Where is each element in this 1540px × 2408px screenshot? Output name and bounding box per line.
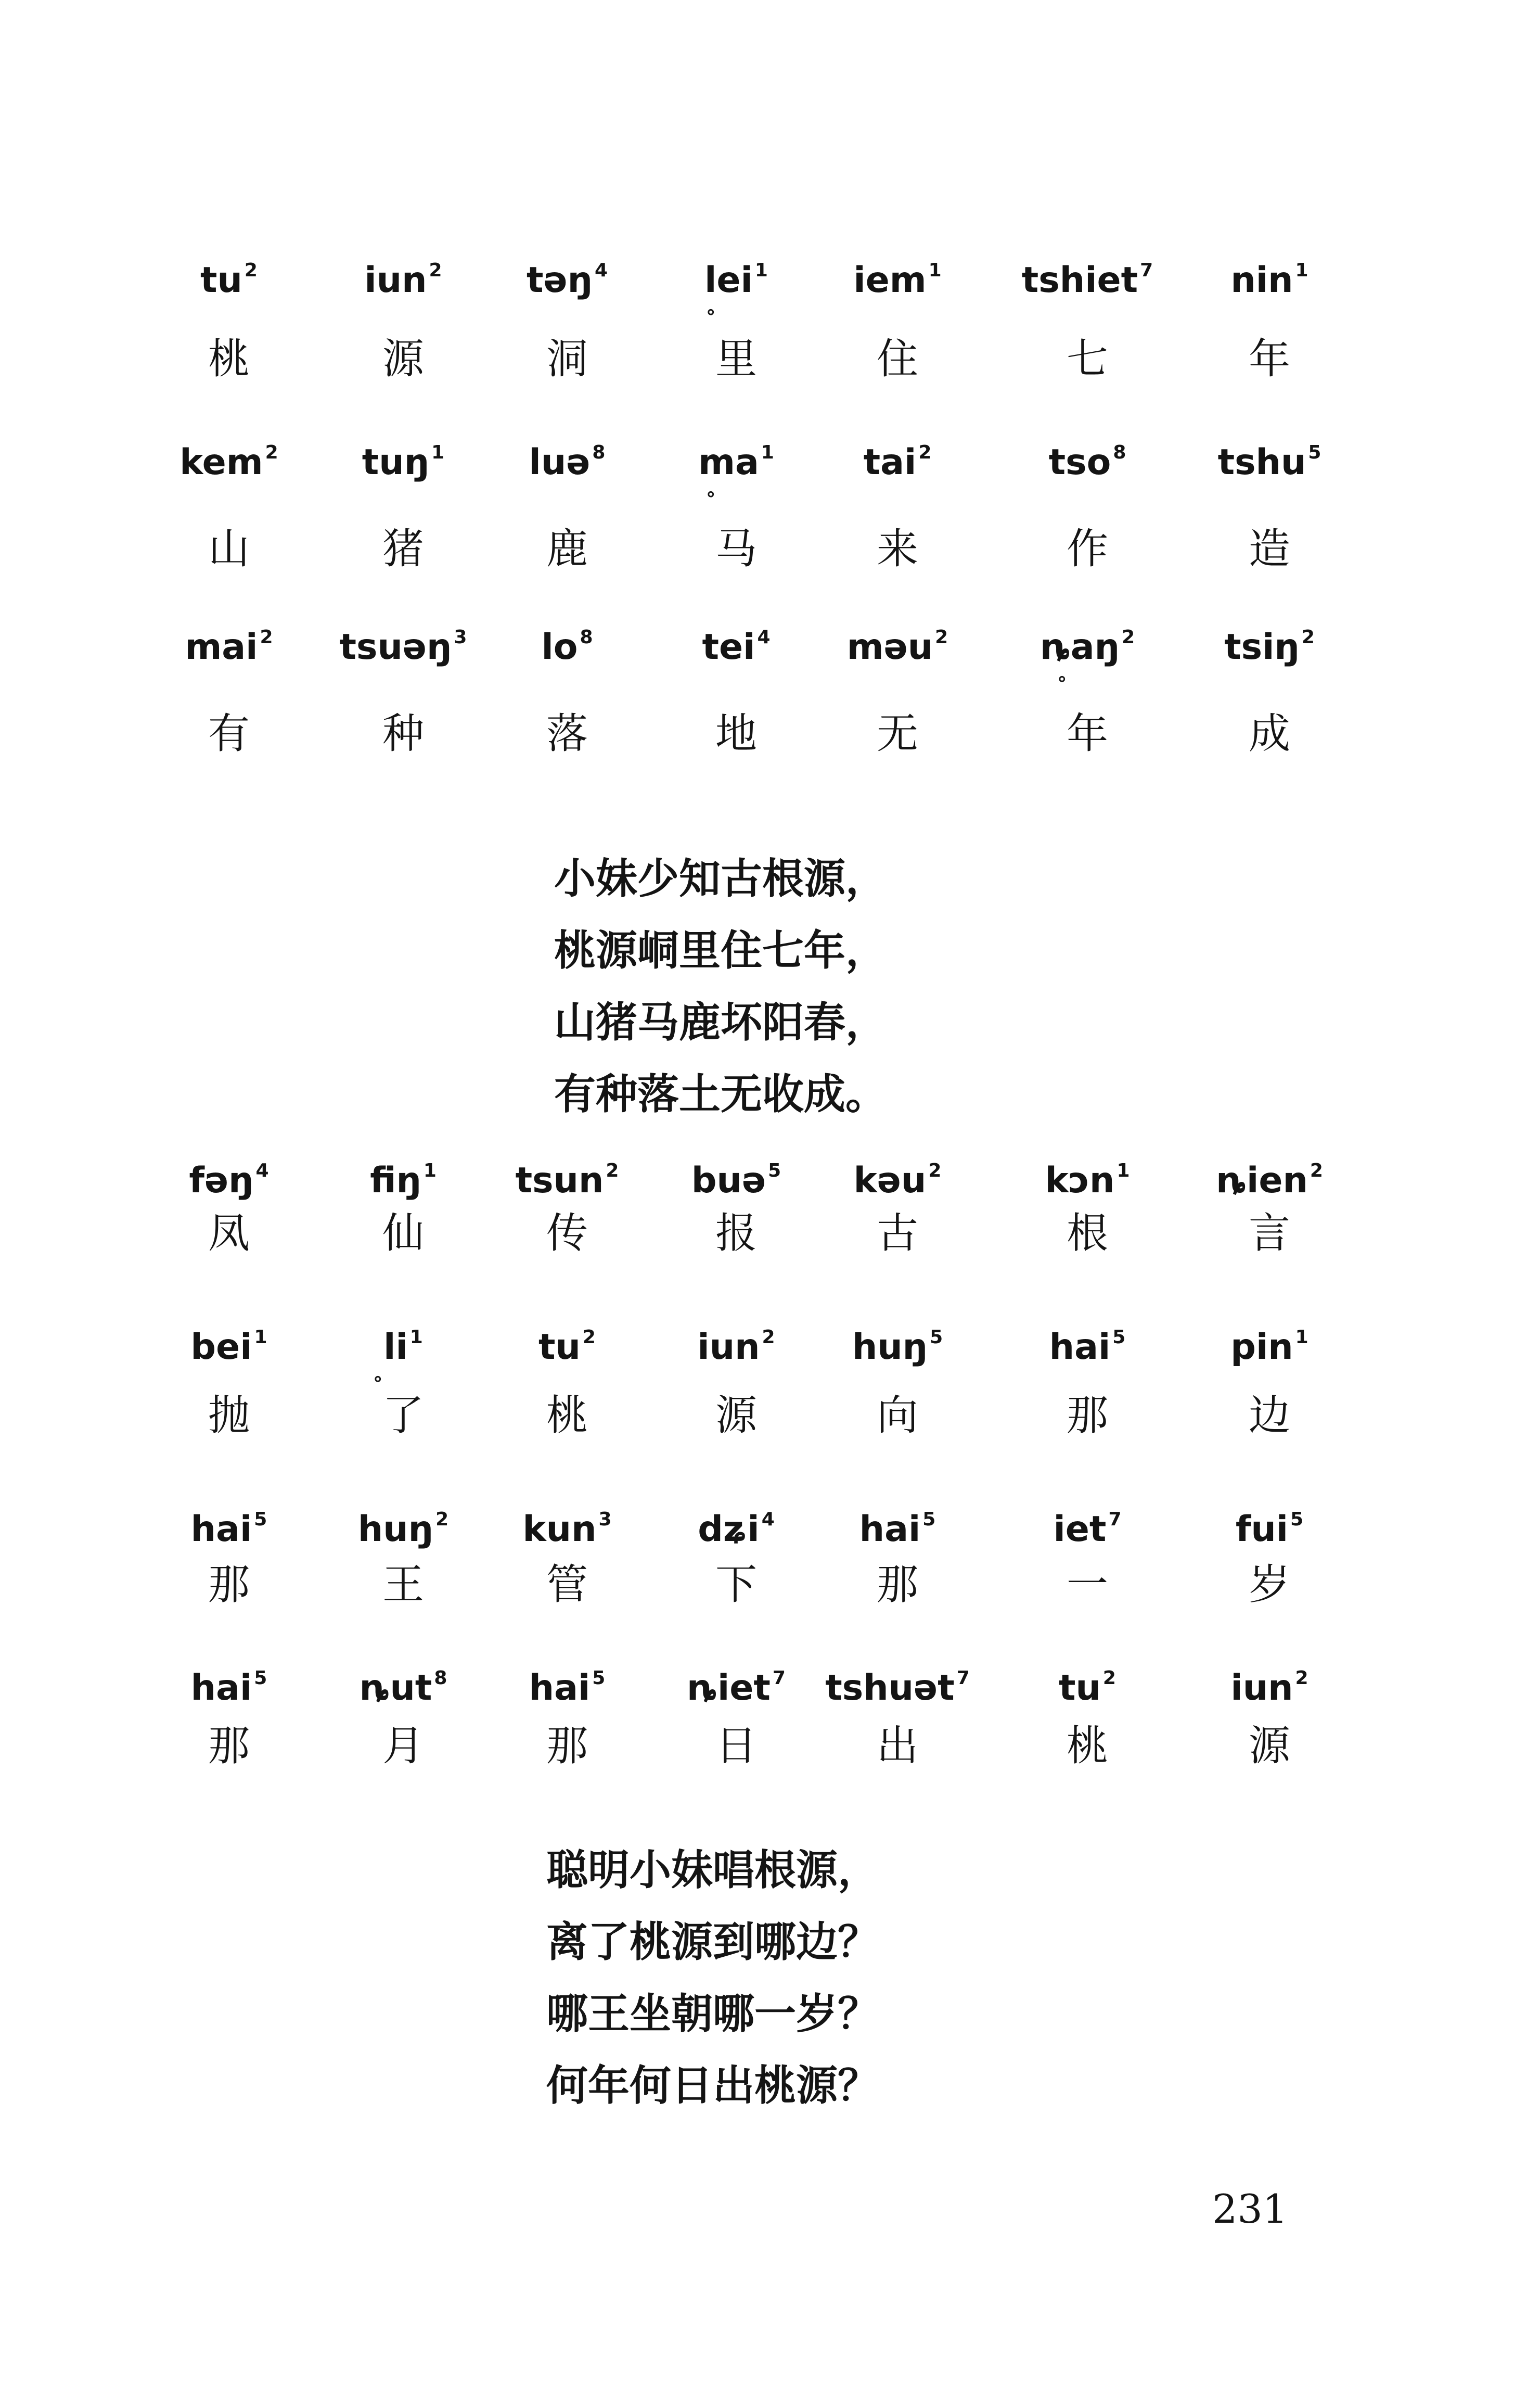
romanization-syllable: [650, 1148, 822, 1204]
tone-number: 2: [935, 627, 948, 648]
chinese-character: 鹿: [546, 525, 588, 573]
tone-number: 7: [1108, 1509, 1122, 1530]
chinese-character: 有: [208, 709, 250, 758]
romanization-syllable: [1184, 1148, 1355, 1204]
syllable-text: tshuət: [825, 1667, 955, 1709]
romanization-syllable: [1184, 1655, 1355, 1712]
tone-number: 5: [254, 1667, 267, 1689]
verse-line: 哪王坐朝哪一岁？: [546, 1990, 879, 2038]
romanization-syllable: [143, 1148, 315, 1204]
tone-number: 2: [1301, 627, 1315, 648]
chinese-character: 落: [546, 709, 588, 758]
romanization-syllable: [1002, 1496, 1173, 1553]
tone-number: 1: [431, 442, 445, 463]
syllable-text: məu: [846, 627, 933, 668]
chinese-character: 源: [382, 335, 424, 383]
chinese-character: 日: [715, 1722, 757, 1770]
tone-number: 5: [1290, 1509, 1304, 1530]
tone-number: 2: [429, 260, 442, 281]
syllable-text: kɔn: [1045, 1160, 1115, 1201]
romanization-syllable: [650, 429, 822, 505]
chinese-character: 桃: [1067, 1722, 1108, 1770]
syllable-text: tsuəŋ: [339, 627, 452, 668]
chinese-character: 桃: [546, 1391, 588, 1439]
chinese-character: 月: [382, 1722, 424, 1770]
syllable-text: fiŋ: [370, 1160, 421, 1201]
romanization-syllable: [1002, 247, 1173, 304]
chinese-character: 出: [877, 1722, 918, 1770]
romanization-syllable: [1184, 1314, 1355, 1371]
chinese-character: 成: [1249, 709, 1290, 758]
romanization-syllable: [143, 429, 315, 486]
syllable-text: tai: [863, 442, 917, 483]
verse-stanza-1: [554, 843, 887, 1130]
syllable-text: hai: [190, 1509, 252, 1550]
syllable-text: ȵiet: [687, 1667, 771, 1709]
romanization-syllable: [650, 614, 822, 671]
verse-line: 离了桃源到哪边？: [546, 1918, 879, 1966]
romanization-syllable: [812, 429, 983, 486]
chinese-character: 马: [715, 525, 757, 573]
syllable-text: kem: [179, 442, 263, 483]
syllable-text: kəu: [853, 1160, 927, 1201]
chinese-character: 一: [1067, 1560, 1108, 1609]
syllable-text: lo: [541, 627, 578, 668]
tone-number: 4: [255, 1160, 269, 1181]
page-number: 231: [1212, 2186, 1288, 2232]
chinese-character: 年: [1249, 335, 1290, 383]
tone-number: 1: [254, 1327, 267, 1348]
romanization-syllable: [481, 247, 653, 304]
tone-number: 2: [260, 627, 273, 648]
chinese-character: 那: [208, 1722, 250, 1770]
chinese-character: 那: [208, 1560, 250, 1609]
syllable-text: huŋ: [852, 1327, 928, 1368]
chinese-character: 边: [1249, 1391, 1290, 1439]
syllable-text: bei: [190, 1327, 252, 1368]
tone-number: 7: [956, 1667, 970, 1689]
tone-number: 1: [928, 260, 942, 281]
chinese-character: 根: [1067, 1209, 1108, 1257]
romanization-syllable: [812, 1496, 983, 1553]
romanization-syllable: [317, 1314, 489, 1390]
chinese-character: 那: [546, 1722, 588, 1770]
tone-number: 7: [772, 1667, 786, 1689]
tone-number: 5: [768, 1160, 781, 1181]
small-circle-mark: ∘: [705, 301, 717, 323]
tone-number: 1: [1295, 260, 1308, 281]
tone-number: 5: [930, 1327, 943, 1348]
syllable-text: tso: [1048, 442, 1111, 483]
romanization-syllable: [317, 1655, 489, 1712]
syllable-text: tshiet: [1021, 260, 1138, 301]
tone-number: 2: [265, 442, 278, 463]
chinese-character: 那: [1067, 1391, 1108, 1439]
romanization-syllable: [1184, 614, 1355, 671]
chinese-character: 王: [382, 1560, 424, 1609]
syllable-text: lei: [704, 260, 753, 301]
tone-number: 4: [594, 260, 608, 281]
chinese-character: 了: [382, 1391, 424, 1439]
verse-stanza-2: [546, 1834, 879, 2122]
chinese-character: 那: [877, 1560, 918, 1609]
tone-number: 2: [582, 1327, 596, 1348]
romanization-syllable: [1184, 1496, 1355, 1553]
tone-number: 2: [762, 1327, 775, 1348]
chinese-character: 岁: [1249, 1560, 1290, 1609]
tone-number: 2: [918, 442, 932, 463]
syllable-text: mai: [185, 627, 258, 668]
tone-number: 7: [1140, 260, 1153, 281]
tone-number: 3: [454, 627, 467, 648]
tone-number: 2: [1310, 1160, 1323, 1181]
syllable-text: ȵut: [359, 1667, 432, 1709]
tone-number: 2: [606, 1160, 619, 1181]
syllable-text: iet: [1053, 1509, 1107, 1550]
syllable-text: fui: [1235, 1509, 1289, 1550]
tone-number: 8: [580, 627, 593, 648]
romanization-syllable: [481, 1314, 653, 1371]
syllable-text: iun: [1230, 1667, 1293, 1709]
chinese-character: 下: [715, 1560, 757, 1609]
tone-number: 3: [598, 1509, 612, 1530]
chinese-character: 造: [1249, 525, 1290, 573]
syllable-text: li: [383, 1327, 408, 1368]
chinese-character: 言: [1249, 1209, 1290, 1257]
chinese-character: 来: [877, 525, 918, 573]
romanization-syllable: [481, 1148, 653, 1204]
chinese-character: 洞: [546, 335, 588, 383]
tone-number: 8: [1113, 442, 1126, 463]
tone-number: 5: [592, 1667, 606, 1689]
chinese-character: 里: [715, 335, 757, 383]
romanization-syllable: [143, 1496, 315, 1553]
syllable-text: fəŋ: [189, 1160, 254, 1201]
romanization-syllable: [812, 247, 983, 304]
romanization-syllable: [317, 1496, 489, 1553]
syllable-text: tsiŋ: [1224, 627, 1300, 668]
chinese-character: 七: [1067, 335, 1108, 383]
romanization-syllable: [1002, 614, 1173, 690]
syllable-text: huŋ: [357, 1509, 434, 1550]
chinese-character: 管: [546, 1560, 588, 1609]
tone-number: 1: [761, 442, 774, 463]
romanization-syllable: [143, 614, 315, 671]
tone-number: 5: [1112, 1327, 1126, 1348]
syllable-text: tsun: [515, 1160, 604, 1201]
romanization-syllable: [1002, 429, 1173, 486]
tone-number: 2: [1122, 627, 1135, 648]
chinese-character: 仙: [382, 1209, 424, 1257]
romanization-syllable: [317, 1148, 489, 1204]
tone-number: 8: [434, 1667, 447, 1689]
romanization-syllable: [812, 1655, 983, 1712]
chinese-character: 猪: [382, 525, 424, 573]
syllable-text: luə: [529, 442, 591, 483]
verse-line: 山猪马鹿坏阳春，: [554, 998, 887, 1047]
syllable-text: tei: [702, 627, 755, 668]
romanization-syllable: [1002, 1314, 1173, 1371]
syllable-text: hai: [859, 1509, 921, 1550]
verse-line: 有种落土无收成。: [554, 1070, 887, 1118]
syllable-text: iem: [853, 260, 927, 301]
romanization-syllable: [812, 614, 983, 671]
romanization-syllable: [481, 614, 653, 671]
tone-number: 2: [244, 260, 258, 281]
syllable-text: ȵien: [1216, 1160, 1308, 1201]
tone-number: 2: [1102, 1667, 1116, 1689]
romanization-syllable: [650, 247, 822, 323]
syllable-text: tu: [1059, 1667, 1101, 1709]
syllable-text: tuŋ: [362, 442, 430, 483]
romanization-syllable: [812, 1314, 983, 1371]
small-circle-mark: ∘: [1056, 668, 1068, 690]
romanization-syllable: [317, 247, 489, 304]
syllable-text: buə: [691, 1160, 766, 1201]
romanization-syllable: [143, 1655, 315, 1712]
syllable-text: iun: [364, 260, 427, 301]
tone-number: 8: [592, 442, 606, 463]
tone-number: 4: [757, 627, 771, 648]
syllable-text: tshu: [1217, 442, 1306, 483]
syllable-text: nin: [1230, 260, 1293, 301]
chinese-character: 无: [877, 709, 918, 758]
syllable-text: dʑi: [698, 1509, 760, 1550]
verse-line: 桃源峒里住七年，: [554, 926, 887, 975]
small-circle-mark: ∘: [372, 1368, 384, 1390]
romanization-syllable: [650, 1655, 822, 1712]
tone-number: 1: [1116, 1160, 1130, 1181]
chinese-character: 山: [208, 525, 250, 573]
verse-line: 何年何日出桃源？: [546, 2061, 879, 2110]
chinese-character: 凤: [208, 1209, 250, 1257]
syllable-text: iun: [697, 1327, 760, 1368]
tone-number: 1: [1295, 1327, 1308, 1348]
chinese-character: 住: [877, 335, 918, 383]
romanization-syllable: [143, 1314, 315, 1371]
romanization-syllable: [650, 1496, 822, 1553]
tone-number: 4: [761, 1509, 775, 1530]
romanization-syllable: [481, 429, 653, 486]
chinese-character: 年: [1067, 709, 1108, 758]
chinese-character: 传: [546, 1209, 588, 1257]
verse-line: 聪明小妹唱根源，: [546, 1846, 879, 1894]
tone-number: 2: [435, 1509, 449, 1530]
small-circle-mark: ∘: [705, 483, 717, 505]
tone-number: 5: [922, 1509, 936, 1530]
romanization-syllable: [1002, 1148, 1173, 1204]
romanization-syllable: [1002, 1655, 1173, 1712]
syllable-text: tu: [200, 260, 242, 301]
romanization-syllable: [481, 1496, 653, 1553]
chinese-character: 作: [1067, 525, 1108, 573]
syllable-text: kun: [522, 1509, 597, 1550]
romanization-syllable: [812, 1148, 983, 1204]
tone-number: 1: [754, 260, 768, 281]
chinese-character: 源: [1249, 1722, 1290, 1770]
syllable-text: tu: [538, 1327, 581, 1368]
tone-number: 5: [254, 1509, 267, 1530]
romanization-syllable: [1184, 429, 1355, 486]
syllable-text: hai: [1049, 1327, 1111, 1368]
romanization-syllable: [481, 1655, 653, 1712]
chinese-character: 报: [715, 1209, 757, 1257]
chinese-character: 地: [715, 709, 757, 758]
chinese-character: 向: [877, 1391, 918, 1439]
romanization-syllable: [1184, 247, 1355, 304]
tone-number: 1: [409, 1327, 423, 1348]
chinese-character: 古: [877, 1209, 918, 1257]
verse-line: 小妹少知古根源，: [554, 855, 887, 903]
romanization-syllable: [143, 247, 315, 304]
romanization-syllable: [317, 614, 489, 671]
chinese-character: 桃: [208, 335, 250, 383]
chinese-character: 抛: [208, 1391, 250, 1439]
tone-number: 5: [1308, 442, 1321, 463]
romanization-syllable: [317, 429, 489, 486]
syllable-text: ȵaŋ: [1040, 627, 1120, 668]
chinese-character: 源: [715, 1391, 757, 1439]
syllable-text: hai: [190, 1667, 252, 1709]
tone-number: 2: [928, 1160, 942, 1181]
chinese-character: 种: [382, 709, 424, 758]
syllable-text: ma: [698, 442, 759, 483]
syllable-text: pin: [1230, 1327, 1293, 1368]
syllable-text: hai: [529, 1667, 591, 1709]
syllable-text: təŋ: [526, 260, 593, 301]
romanization-syllable: [650, 1314, 822, 1371]
tone-number: 2: [1295, 1667, 1308, 1689]
tone-number: 1: [423, 1160, 437, 1181]
